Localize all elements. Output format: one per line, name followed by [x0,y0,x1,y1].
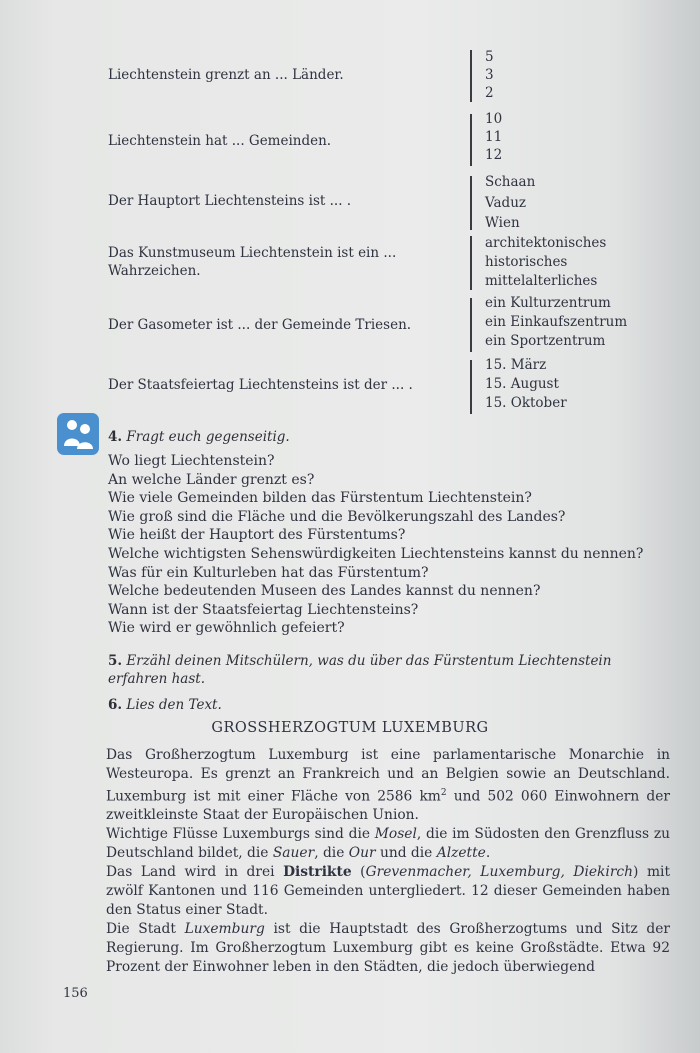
paragraph-1 [106,746,670,825]
option: 10 [485,111,503,127]
exercise-row-6 [0,356,700,418]
question: Wie heißt der Hauptort des Fürstentums? [108,527,406,544]
question-list [108,452,643,638]
option: Vaduz [485,194,527,211]
exercise-stem: Der Staatsfeiertag Liechtensteins ist der ... . [108,377,413,393]
option: historisches [485,254,568,270]
text-run: Das Großherzogtum Luxemburg ist eine parlamentarische Monarchie in Westeuropa. Es grenzt an Frankreich und an Belgien sowie an Deutschland. Luxemburg ist mit einer Fläche von 2586 km [106,747,670,805]
text-run: und 502 060 Einwohnern der zweitkleinste Staat der Europäischen Union. [106,788,670,824]
exercise-stem: Der Gasometer ist ... der Gemeinde Triesen. [108,317,412,333]
exercise-row-5 [0,294,700,356]
river-name: Alzette [436,845,486,862]
pair-work-icon [57,413,99,455]
exercise-row-3 [0,172,700,234]
exercise-row-1 [0,46,700,106]
question: Welche wichtigsten Sehenswürdigkeiten Liechtensteins kannst du nennen? [108,545,644,562]
text-run: Wichtige Flüsse Luxemburgs sind die [106,826,375,843]
task-instruction: Fragt euch gegenseitig. [126,429,290,445]
text-run: . [485,845,491,862]
option: 12 [485,147,503,163]
option: architektonisches [485,235,607,251]
paragraph-3 [106,863,670,920]
question: Welche bedeutenden Museen des Landes kannst du nennen? [108,583,541,600]
text-title: GROSSHERZOGTUM LUXEMBURG [211,720,489,736]
option: 15. August [485,376,559,392]
option: 15. Oktober [485,395,567,411]
task-number: 5. [108,653,123,669]
task-4-heading [108,429,290,445]
city-name: Luxemburg [184,920,265,937]
option: 11 [485,129,503,145]
text-run: Die Stadt [106,920,185,937]
question: Wann ist der Staatsfeiertag Liechtensteins? [108,601,419,618]
exercise-row-2 [0,110,700,170]
option: ein Kulturzentrum [485,295,611,311]
paragraph-4 [106,920,670,977]
question: Wo liegt Liechtenstein? [108,453,275,469]
option: mittelalterliches [485,273,598,289]
option: Wien [485,215,520,231]
exercise-options [485,356,567,413]
text-run: Das Land wird in drei [106,864,284,881]
question: Wie groß sind die Fläche und die Bevölkerungszahl des Landes? [108,508,566,525]
option: 2 [485,85,494,101]
option: 3 [485,67,494,83]
option-bracket [470,114,472,166]
exercise-row-4 [0,234,700,296]
text-run: ( [351,864,366,881]
option-bracket [470,50,472,102]
river-name: Our [348,845,376,862]
exercise-stem: Das Kunstmuseum Liechtenstein ist ein ... Wahrzeichen. [108,245,397,279]
reading-text [106,746,670,976]
bold-term: Distrikte [283,864,352,881]
page-number: 156 [63,986,88,1001]
option: ein Einkaufszentrum [485,314,628,330]
exercise-options [485,48,494,102]
task-6-heading [108,697,222,713]
exercise-stem: Liechtenstein hat ... Gemeinden. [108,133,332,149]
task-number: 6. [108,697,123,713]
superscript: 2 [440,787,447,798]
question: An welche Länder grenzt es? [108,471,315,488]
district-names: Grevenmacher, Luxemburg, Diekirch [365,864,634,881]
text-run: , die [314,845,349,862]
river-name: Mosel [374,826,417,843]
option-bracket [470,360,472,414]
option: ein Sportzentrum [485,333,606,349]
exercise-options [485,234,606,291]
text-run: und die [375,845,437,862]
question: Wie wird er gewöhnlich gefeiert? [108,620,345,637]
task-number: 4. [108,429,123,445]
exercise-stem: Liechtenstein grenzt an ... Länder. [108,67,344,83]
text-run: , die im Südosten den Grenzfluss zu Deutschland bildet, die [106,826,670,862]
task-instruction: Lies den Text. [126,697,222,713]
task-instruction: Erzähl deinen Mitschülern, was du über das Fürstentum Liechtenstein erfahren hast. [108,653,612,687]
task-5-heading [108,652,673,688]
text-run: ist die Hauptstadt des Großherzogtums und Sitz der Regierung. Im Großherzogtum Luxemburg gibt es keine Großstädte. Etwa 92 Prozent der Einwohner leben in den Städten, die jedoch überwiegend [106,920,670,975]
exercise-stem: Der Hauptort Liechtensteins ist ... . [108,193,352,209]
option-bracket [470,236,472,290]
option: 15. März [485,357,547,373]
option: 5 [485,49,494,65]
exercise-options [485,172,535,234]
option-bracket [470,298,472,352]
question: Was für ein Kulturleben hat das Fürstentum? [108,564,429,581]
exercise-options [485,294,627,351]
exercise-options [485,110,502,164]
paragraph-2 [106,825,670,863]
option: Schaan [485,174,536,190]
option-bracket [470,176,472,230]
river-name: Sauer [272,845,315,862]
question: Wie viele Gemeinden bilden das Fürstentum Liechtenstein? [108,490,532,507]
text-run: ) mit zwölf Kantonen und 116 Gemeinden untergliedert. 12 dieser Gemeinden haben den Status einer Stadt. [106,864,670,918]
